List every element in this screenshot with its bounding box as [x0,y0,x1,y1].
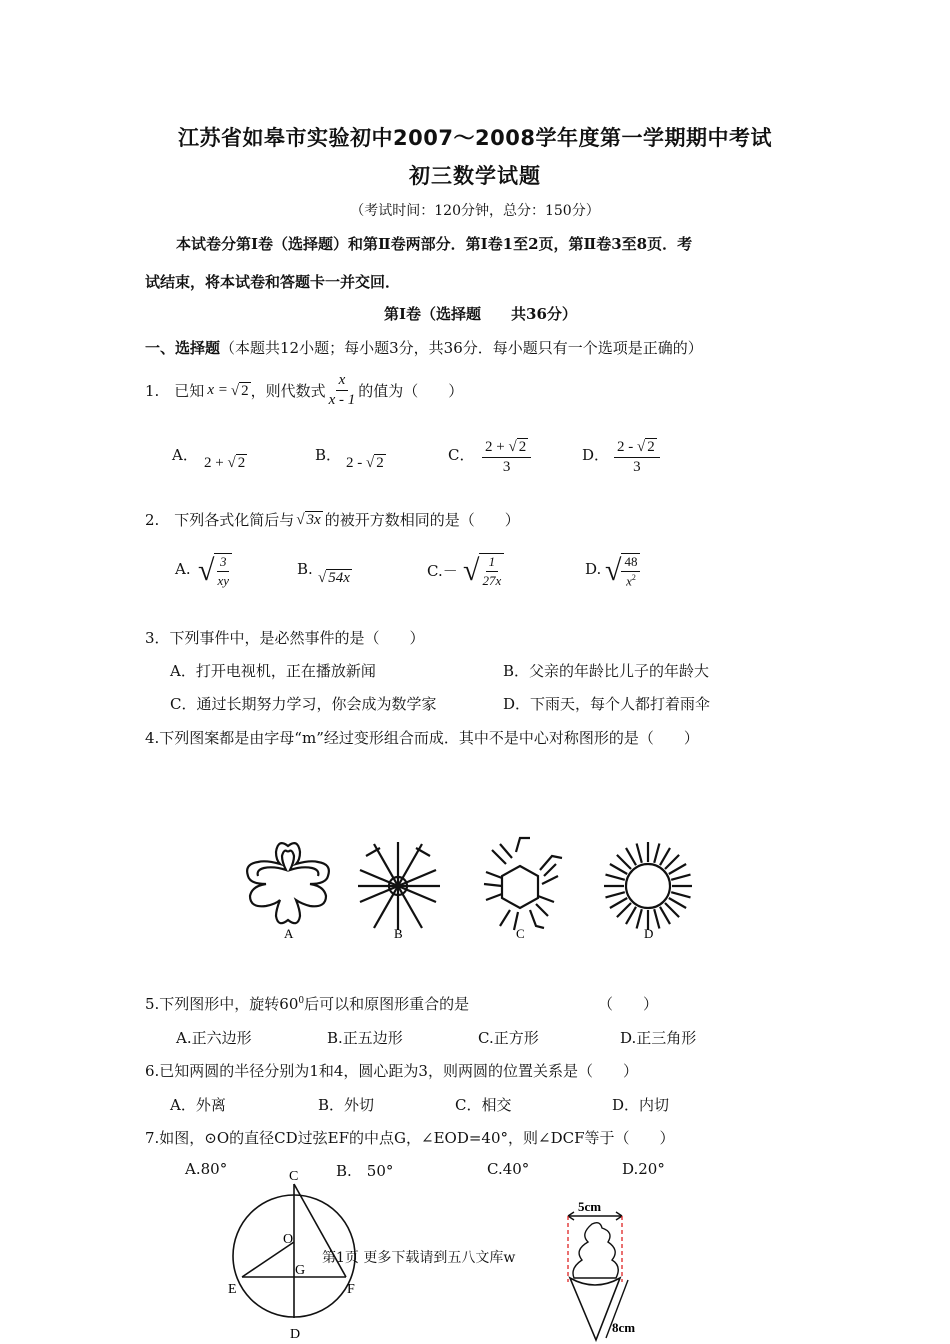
q4-d-stroke [610,898,627,908]
question-4: 4.下列图案都是由字母“m”经过变形组合而成．其中不是中心对称图形的是（ ） [145,729,699,747]
q4-d-stroke [669,864,686,874]
q5-bracket: （ ） [598,995,659,1013]
q4-d-stroke [626,907,636,924]
q4-d-stroke [626,848,636,865]
q1-option-c-fraction: $\frac{2 + √ 2}{3}$ [482,438,531,476]
q3-option-c: C．通过长期努力学习，你会成为数学家 [170,695,437,713]
question-7: 7.如图，⊙O的直径CD过弦EF的中点G，∠EOD=40°，则∠DCF等于（ ） [145,1129,675,1147]
q1-option-b [315,444,341,465]
exam-info: （考试时间：120分钟，总分：150分） [350,203,600,219]
section-heading [145,337,703,358]
q2-sqrt: √ 3x [296,511,321,528]
q6-option-b: B．外切 [318,1096,375,1114]
section-title: 第Ⅰ卷（选择题 共36分） [384,305,577,323]
q1-option-a-value: 2 + √ 2 [204,455,246,471]
q4-figure-a [247,843,329,923]
q4-figure-c [484,838,562,930]
q1-option-a [172,444,198,465]
question-3: 3．下列事件中，是必然事件的是（ ） [145,629,425,647]
cone-top-label: 5cm [578,1199,602,1214]
q2-option-c: √ $\frac{1}{27x}$ [463,553,504,589]
q4-label-d: D [644,926,654,941]
q4-d-stroke [654,909,659,928]
q1-sqrt: √ 2 [230,382,249,399]
document-subtitle: 初三数学试题 [409,164,541,188]
q4-d-stroke [617,855,631,869]
q2-a-den: xy [217,573,230,588]
q4-d-stroke [671,892,690,897]
q2-a-num: 3 [217,554,230,572]
q1-d-num-a: 2 - [617,439,634,455]
q3-option-d: D．下雨天，每个人都打着雨伞 [503,695,711,713]
question-1 [145,372,463,409]
q1-a-letter: A． [172,446,198,464]
q4-d-stroke [637,909,642,928]
q1-c-letter: C． [448,446,475,464]
q7-point-d: D [290,1327,301,1342]
page-footer: 第1页 更多下载请到五八文库w [322,1250,516,1266]
q4-d-stroke [610,864,627,874]
q2-c-den: 27x [482,573,502,588]
q6-option-d: D．内切 [612,1096,670,1114]
q1-option-d [582,444,609,465]
q1-c-den: 3 [502,459,511,475]
q1-c-num-b: 2 [518,439,527,455]
question-6: 6.已知两圆的半径分别为1和4，圆心距为3，则两圆的位置关系是（ ） [145,1062,638,1080]
q4-d-stroke [606,892,625,897]
q2-option-a-letter: A. [175,560,191,578]
q1-b-letter: B． [315,446,342,464]
q4-label-c: C [516,926,525,941]
q7-option-d: D.20° [622,1160,665,1178]
q2-c-num: 1 [486,554,499,572]
q2-suffix: 的被开方数相同的是（ ） [324,511,520,529]
q6-option-c: C．相交 [455,1096,512,1114]
q4-d-stroke [665,855,679,869]
q4-d-stroke [669,898,686,908]
q5-option-c: C.正方形 [478,1029,539,1047]
document-title: 江苏省如皋市实验初中2007～2008学年度第一学期期中考试 [178,126,772,150]
q1-suffix: 的值为（ ） [358,382,464,400]
q3-option-a: A．打开电视机，正在播放新闻 [170,662,376,680]
q2-d-exp: 2 [631,573,636,582]
intro-line-2: 试结束，将本试卷和答题卡一并交回． [145,273,401,291]
cone-ice-cream [573,1223,618,1278]
q5-stem-b: 后可以和原图形重合的是 [304,995,470,1013]
q1-b-val-b: 2 [376,455,384,471]
cone-side-label: 8cm [612,1320,636,1335]
q4-d-stroke [606,875,625,880]
q1-c-num-a: 2 + [485,439,505,455]
q2-option-a: √ $\frac{3}{xy}$ [198,553,232,589]
q2-d-num: 48 [621,554,640,572]
q4-label-b: B [394,926,403,941]
q5-option-b: B.正五边形 [327,1029,403,1047]
q6-option-a: A．外离 [170,1096,226,1114]
section-heading-bold: 一、选择题 [145,339,221,357]
q1-option-c [448,444,474,465]
q1-x-eq: x = [207,382,228,398]
q7-option-c: C.40° [487,1160,530,1178]
question-5 [145,993,469,1014]
q2-prefix: 2. 下列各式化简后与 [145,511,295,529]
cone-figure [540,1194,650,1344]
q7-point-g: G [295,1263,306,1278]
q2-d-den: x [626,573,632,589]
q4-d-stroke [671,875,690,880]
q4-d-stroke [660,907,670,924]
intro-line-1: 本试卷分第Ⅰ卷（选择题）和第Ⅱ卷两部分．第Ⅰ卷1至2页，第Ⅱ卷3至8页．考 [176,235,693,253]
q5-stem-sup: 0 [298,996,305,1006]
q7-point-o: O [283,1232,294,1247]
q1-a-val-b: 2 [237,455,246,471]
q1-fraction [326,372,359,409]
q1-d-den: 3 [633,459,641,475]
q2-option-d: √ $\frac{48}{x^2}$ [605,553,640,589]
q7-point-f: F [347,1282,355,1297]
q1-mid: ，则代数式 [250,382,326,400]
q1-option-d-fraction: $\frac{2 - √ 2}{3}$ [614,438,660,476]
q4-figure-d [604,842,692,930]
q2-option-b-letter: B. [297,560,313,578]
q7-point-e: E [228,1282,237,1297]
q1-prefix: 1. 已知 [145,382,205,400]
q4-d-stroke [617,903,631,917]
q5-option-a: A.正六边形 [176,1029,252,1047]
q7-option-b: B. 50° [336,1162,394,1180]
q1-option-b-value: 2 - √ 2 [346,455,384,471]
q1-d-letter: D． [582,446,610,464]
q2-option-b: √ 54x [318,570,350,586]
q4-d-stroke [660,848,670,865]
q4-d-stroke [665,903,679,917]
q4-d-stroke [637,844,642,863]
q2-radicand: 3x [306,511,321,528]
q1-a-val-a: 2 + [204,455,224,471]
q4-d-stroke [654,844,659,863]
q7-option-a: A.80° [185,1160,228,1178]
question-2 [145,509,520,530]
q5-option-d: D.正三角形 [620,1029,697,1047]
q3-option-b: B．父亲的年龄比儿子的年龄大 [503,662,710,680]
q2-option-d-letter: D. [585,560,602,578]
q7-line-oe [242,1242,294,1277]
q4-label-a: A [284,926,294,941]
q2-option-c-letter: C.－ [427,562,458,580]
q2-b-radicand: 54x [328,570,350,586]
q5-stem-a: 5.下列图形中，旋转60 [145,995,299,1013]
q4-figure-b [358,842,440,930]
section-heading-rest: （本题共12小题；每小题3分，共36分．每小题只有一个选项是正确的） [220,339,703,357]
q1-frac-den: x - 1 [328,392,356,408]
q1-b-val-a: 2 - [346,455,363,471]
q1-sqrt-radicand: 2 [241,382,249,399]
q7-point-c: C [289,1169,299,1184]
q1-d-num-b: 2 [647,439,655,455]
q1-frac-num: x [336,372,349,391]
q4-figures [230,830,710,945]
